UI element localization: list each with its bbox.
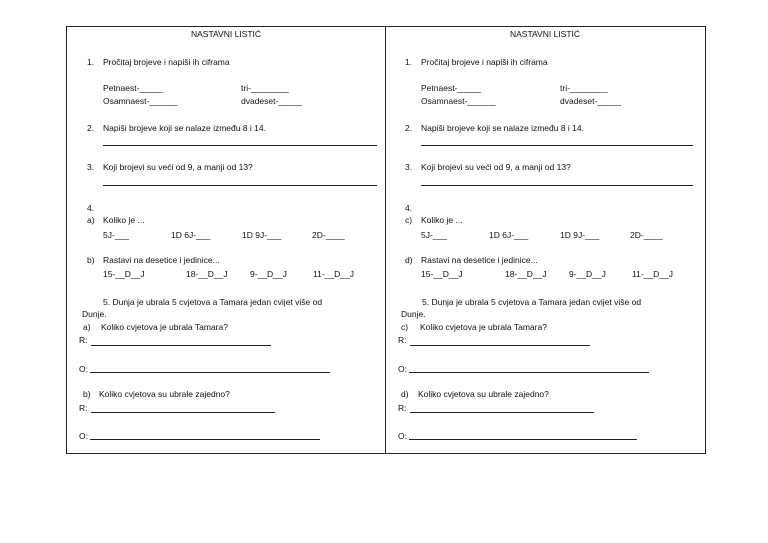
o-label: O: [79, 431, 88, 441]
q5-text-cont: Dunje. [82, 309, 107, 319]
q4a-item: 1D 9J-___ [242, 230, 282, 240]
q1-item-osamnaest: Osamnaest-______ [103, 96, 178, 106]
q5-text-cont: Dunje. [401, 309, 426, 319]
q1-item-petnaest: Petnaest-_____ [103, 83, 164, 93]
q2-number: 2. [87, 123, 95, 133]
r-label: R: [398, 335, 407, 345]
answer-line [103, 185, 377, 186]
q2-text: Napiši brojeve koji se nalaze između 8 i 14. [421, 123, 585, 133]
q1-item-tri: tri-________ [241, 83, 289, 93]
q1-item-tri: tri-________ [560, 83, 608, 93]
q1-number: 1. [87, 57, 95, 67]
q4c-letter: c) [405, 215, 413, 225]
answer-line [103, 145, 377, 146]
q4c-item: 1D 9J-___ [560, 230, 600, 240]
q4-number: 4. [405, 203, 413, 213]
answer-line [91, 412, 275, 413]
q1-item-dvadeset: dvadeset-_____ [560, 96, 621, 106]
worksheet-left [67, 27, 385, 453]
r-label: R: [398, 403, 407, 413]
worksheet-title: NASTAVNI LISTIĆ [509, 29, 581, 39]
q3-number: 3. [87, 162, 95, 172]
q5d-letter: d) [401, 389, 409, 399]
q3-text: Koji brojevi su veći od 9, a manji od 13? [421, 162, 571, 172]
q5b-text: Koliko cvjetova su ubrale zajedno? [99, 389, 230, 399]
r-label: R: [79, 403, 88, 413]
q4c-item: 2D-____ [630, 230, 663, 240]
q4b-item: 18-__D__J [186, 269, 228, 279]
o-label: O: [398, 364, 407, 374]
answer-line [410, 345, 590, 346]
q5-text: 5. Dunja je ubrala 5 cvjetova a Tamara jedan cvijet više od [103, 297, 323, 307]
q4d-text: Rastavi na desetice i jedinice... [421, 255, 538, 265]
q1-text: Pročitaj brojeve i napiši ih ciframa [421, 57, 548, 67]
q4c-text: Koliko je ... [421, 215, 463, 225]
answer-line [409, 372, 649, 373]
q4a-letter: a) [87, 215, 95, 225]
answer-line [91, 345, 271, 346]
q4a-text: Koliko je ... [103, 215, 145, 225]
q2-number: 2. [405, 123, 413, 133]
answer-line [409, 439, 637, 440]
answer-line [90, 372, 330, 373]
q1-item-dvadeset: dvadeset-_____ [241, 96, 302, 106]
q4b-item: 15-__D__J [103, 269, 145, 279]
q4b-item: 11-__D__J [313, 269, 354, 279]
q4b-letter: b) [87, 255, 95, 265]
q5-text: 5. Dunja je ubrala 5 cvjetova a Tamara jedan cvijet više od [422, 297, 642, 307]
answer-line [410, 412, 594, 413]
o-label: O: [398, 431, 407, 441]
q1-number: 1. [405, 57, 413, 67]
q1-item-petnaest: Petnaest-_____ [421, 83, 482, 93]
q3-text: Koji brojevi su veći od 9, a manji od 13? [103, 162, 253, 172]
q4b-text: Rastavi na desetice i jedinice... [103, 255, 220, 265]
q4d-item: 15-__D__J [421, 269, 463, 279]
q4a-item: 1D 6J-___ [171, 230, 211, 240]
q4d-item: 18-__D__J [505, 269, 547, 279]
q2-text: Napiši brojeve koji se nalaze između 8 i 14. [103, 123, 267, 133]
q5c-letter: c) [401, 322, 409, 332]
q5b-letter: b) [83, 389, 91, 399]
o-label: O: [79, 364, 88, 374]
q5c-text: Koliko cvjetova je ubrala Tamara? [420, 322, 547, 332]
worksheet-table [66, 26, 706, 454]
q5a-letter: a) [83, 322, 91, 332]
q4d-item: 9-__D__J [569, 269, 606, 279]
q1-text: Pročitaj brojeve i napiši ih ciframa [103, 57, 230, 67]
q4b-item: 9-__D__J [250, 269, 287, 279]
worksheet-title: NASTAVNI LISTIĆ [190, 29, 262, 39]
q4d-letter: d) [405, 255, 413, 265]
q5d-text: Koliko cvjetova su ubrale zajedno? [418, 389, 549, 399]
q5a-text: Koliko cvjetova je ubrala Tamara? [101, 322, 228, 332]
answer-line [421, 185, 693, 186]
q3-number: 3. [405, 162, 413, 172]
q4c-item: 5J-___ [421, 230, 447, 240]
q4a-item: 5J-___ [103, 230, 129, 240]
q4a-item: 2D-____ [312, 230, 345, 240]
q1-item-osamnaest: Osamnaest-______ [421, 96, 496, 106]
answer-line [421, 145, 693, 146]
q4-number: 4. [87, 203, 95, 213]
answer-line [90, 439, 320, 440]
q4c-item: 1D 6J-___ [489, 230, 529, 240]
r-label: R: [79, 335, 88, 345]
worksheet-right [385, 27, 705, 453]
q4d-item: 11-__D__J [632, 269, 673, 279]
